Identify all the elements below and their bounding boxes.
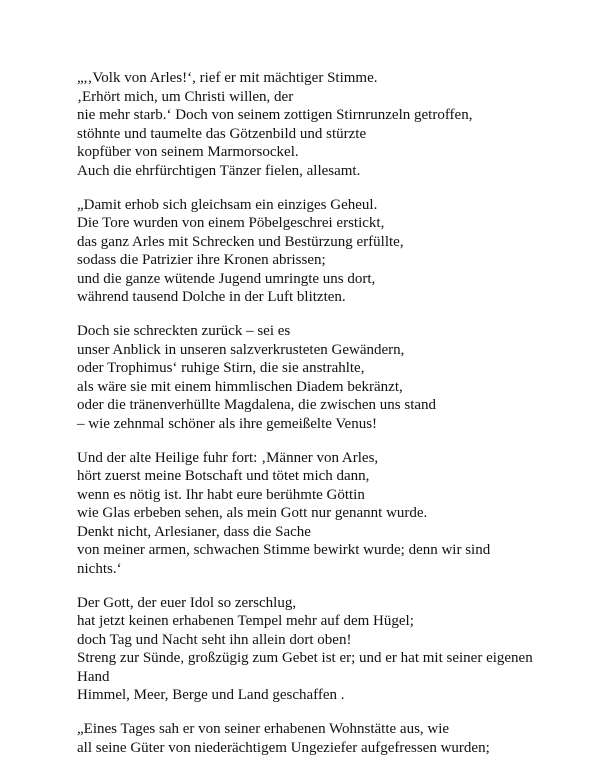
text-line: Hand [77,668,110,685]
text-line: Himmel, Meer, Berge und Land geschaffen . [77,687,345,703]
stanza-4 [77,449,577,579]
stanza-2 [77,196,577,307]
text-line: Auch die ehrfürchtigen Tänzer fielen, allesamt. [77,162,361,179]
stanza-5 [77,594,577,705]
stanza-1 [77,69,577,180]
text-line: oder Trophimus‘ ruhige Stirn, die sie anstrahlte, [77,360,365,376]
text-line: kopfüber von seinem Marmorsockel. [77,144,299,160]
poem-text [77,69,577,773]
text-line: während tausend Dolche in der Luft blitzten. [77,289,346,305]
text-line: wenn es nötig ist. Ihr habt eure berühmte Göttin [77,486,365,503]
text-line: das ganz Arles mit Schrecken und Bestürzung erfüllte, [77,233,404,250]
text-line: Die Tore wurden von einem Pöbelgeschrei erstickt, [77,215,385,231]
text-line: nichts.‘ [77,560,122,577]
text-line: all seine Güter von niederächtigem Ungeziefer aufgefressen wurden; [77,739,490,756]
text-line: doch Tag und Nacht seht ihn allein dort oben! [77,631,352,648]
text-line: hört zuerst meine Botschaft und tötet mich dann, [77,468,370,484]
text-line: stöhnte und taumelte das Götzenbild und stürzte [77,125,367,142]
text-line: „Damit erhob sich gleichsam ein einziges Geheul. [77,196,378,213]
stanza-3 [77,322,577,433]
text-line: ‚Erhört mich, um Christi willen, der [77,88,294,105]
text-line: nie mehr starb.‘ Doch von seinem zottigen Stirnrunzeln getroffen, [77,107,473,123]
text-line: oder die tränenverhüllte Magdalena, die zwischen uns stand [77,397,437,413]
text-line: Der Gott, der euer Idol so zerschlug, [77,594,297,611]
text-line: – wie zehnmal schöner als ihre gemeißelte Venus! [77,415,378,432]
text-line: „,‚Volk von Arles!‘, rief er mit mächtiger Stimme. [77,70,378,86]
stanza-6 [77,720,577,757]
text-line: von meiner armen, schwachen Stimme bewirkt wurde; denn wir sind [77,542,491,558]
text-line: und die ganze wütende Jugend umringte uns dort, [77,270,376,287]
text-line: als wäre sie mit einem himmlischen Diadem bekränzt, [77,378,403,395]
text-line: hat jetzt keinen erhabenen Tempel mehr auf dem Hügel; [77,613,414,629]
text-line: „Eines Tages sah er von seiner erhabenen Wohnstätte aus, wie [77,721,450,737]
text-line: Streng zur Sünde, großzügig zum Gebet ist er; und er hat mit seiner eigenen [77,650,533,666]
text-line: unser Anblick in unseren salzverkrusteten Gewändern, [77,341,405,358]
text-line: Denkt nicht, Arlesianer, dass die Sache [77,523,311,540]
text-line: sodass die Patrizier ihre Kronen abrissen; [77,252,326,268]
text-line: wie Glas erbeben sehen, als mein Gott nur genannt wurde. [77,505,428,521]
text-line: Und der alte Heilige fuhr fort: ‚Männer von Arles, [77,449,379,466]
text-line: Doch sie schreckten zurück – sei es [77,323,291,339]
